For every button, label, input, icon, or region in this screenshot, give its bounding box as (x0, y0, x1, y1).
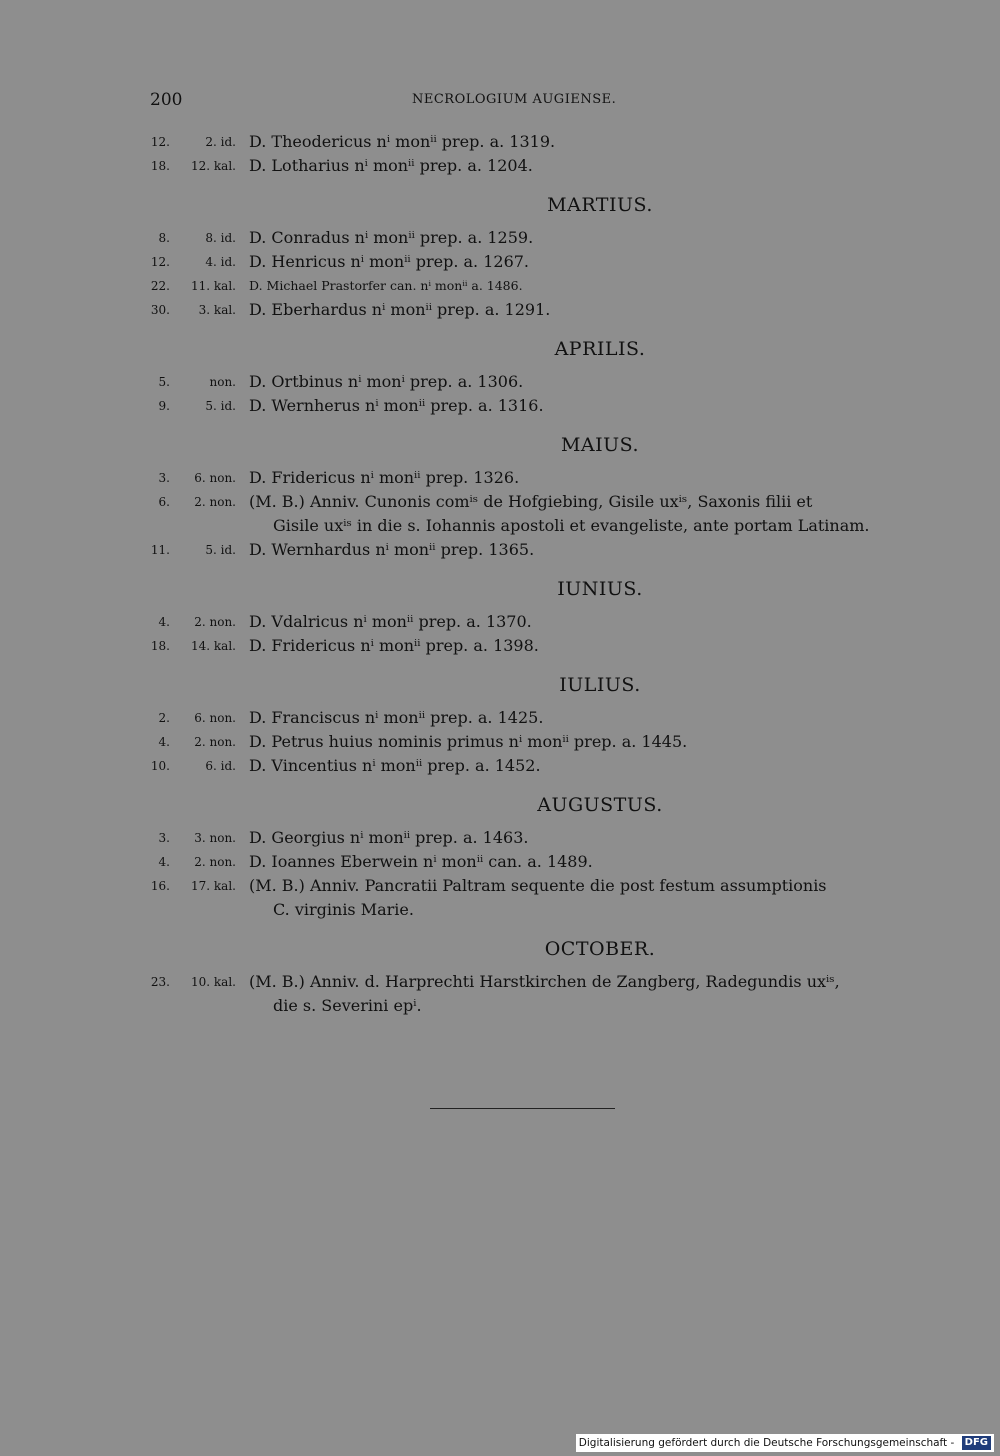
entry-day: 12. (150, 255, 170, 269)
entry-calendar-date: 6. non. (194, 711, 236, 725)
necrology-entry (0, 370, 1000, 394)
month-heading: MARTIUS. (547, 194, 653, 216)
entry-text-block (249, 394, 895, 418)
necrology-entry (0, 274, 1000, 298)
entry-day: 6. (158, 495, 170, 509)
entry-text: D. Vincentius nⁱ monⁱⁱ prep. a. 1452. (249, 756, 541, 775)
necrology-entry (0, 826, 1000, 850)
entry-text: D. Petrus huius nominis primus nⁱ monⁱⁱ prep. a. 1445. (249, 732, 688, 751)
entry-text-block (249, 634, 895, 658)
entry-text-block (249, 610, 895, 634)
necrology-entry (0, 130, 1000, 154)
entry-day: 3. (158, 831, 170, 845)
month-section (0, 130, 1000, 178)
entry-calendar-date: 3. non. (194, 831, 236, 845)
entry-day: 23. (150, 975, 170, 989)
entry-text-block (249, 730, 895, 754)
entry-calendar-date: 6. id. (205, 759, 236, 773)
entry-text: (M. B.) Anniv. Cunonis comⁱˢ de Hofgiebing, Gisile uxⁱˢ, Saxonis filii et (249, 492, 813, 511)
necrology-entry (0, 154, 1000, 178)
entry-text: D. Conradus nⁱ monⁱⁱ prep. a. 1259. (249, 228, 534, 247)
necrology-entry (0, 730, 1000, 754)
necrology-entry (0, 754, 1000, 778)
entry-text: D. Franciscus nⁱ monⁱⁱ prep. a. 1425. (249, 708, 544, 727)
entry-text: D. Vdalricus nⁱ monⁱⁱ prep. a. 1370. (249, 612, 532, 631)
entry-text-block (249, 970, 895, 1018)
entry-text-block (249, 490, 895, 538)
entry-text: D. Wernhardus nⁱ monⁱⁱ prep. 1365. (249, 540, 535, 559)
necrology-entry (0, 850, 1000, 874)
month-heading: APRILIS. (554, 338, 646, 360)
entry-day: 16. (150, 879, 170, 893)
entry-calendar-date: 5. id. (205, 399, 236, 413)
entry-text: (M. B.) Anniv. Pancratii Paltram sequente die post festum assumptionis (249, 876, 827, 895)
necrology-entry (0, 610, 1000, 634)
entry-text: D. Henricus nⁱ monⁱⁱ prep. a. 1267. (249, 252, 530, 271)
entry-text: D. Ortbinus nⁱ monⁱ prep. a. 1306. (249, 372, 524, 391)
entry-calendar-date: 4. id. (205, 255, 236, 269)
entry-day: 8. (158, 231, 170, 245)
entry-text: D. Theodericus nⁱ monⁱⁱ prep. a. 1319. (249, 132, 556, 151)
entry-day: 30. (150, 303, 170, 317)
month-section (0, 792, 1000, 922)
entry-text-block (249, 466, 895, 490)
entry-day: 11. (150, 543, 170, 557)
entry-text-continuation: die s. Severini epⁱ. (273, 996, 422, 1015)
necrology-entry (0, 226, 1000, 250)
footer-banner (576, 1434, 994, 1452)
entry-day: 9. (158, 399, 170, 413)
month-section (0, 672, 1000, 778)
necrology-entry (0, 538, 1000, 562)
dfg-logo: DFG (962, 1436, 991, 1450)
entry-text-block (249, 250, 895, 274)
running-title: NECROLOGIUM AUGIENSE. (412, 92, 617, 107)
entry-day: 4. (158, 855, 170, 869)
month-heading: AUGUSTUS. (537, 794, 663, 816)
entry-calendar-date: 17. kal. (191, 879, 236, 893)
month-heading: OCTOBER. (544, 938, 656, 960)
entry-text-continuation: Gisile uxⁱˢ in die s. Iohannis apostoli et evangeliste, ante portam Latinam. (273, 516, 870, 535)
entry-text: D. Lotharius nⁱ monⁱⁱ prep. a. 1204. (249, 156, 533, 175)
entry-calendar-date: 11. kal. (191, 279, 236, 293)
necrology-entry (0, 874, 1000, 922)
page-header (150, 90, 630, 112)
necrology-entry (0, 394, 1000, 418)
entry-calendar-date: 2. non. (194, 735, 236, 749)
month-section (0, 336, 1000, 418)
entry-text: D. Ioannes Eberwein nⁱ monⁱⁱ can. a. 1489. (249, 852, 593, 871)
necrology-entry (0, 466, 1000, 490)
entry-calendar-date: 2. non. (194, 495, 236, 509)
month-section (0, 432, 1000, 562)
entry-calendar-date: 2. non. (194, 615, 236, 629)
entry-text-block (249, 154, 895, 178)
entry-text-block (249, 298, 895, 322)
entry-text-continuation: C. virginis Marie. (273, 900, 414, 919)
entry-day: 4. (158, 615, 170, 629)
entry-calendar-date: 8. id. (205, 231, 236, 245)
entry-calendar-date: 3. kal. (198, 303, 236, 317)
entry-day: 22. (150, 279, 170, 293)
month-heading: IULIUS. (559, 674, 641, 696)
necrology-content (0, 130, 1000, 1018)
month-heading: IUNIUS. (557, 578, 643, 600)
entry-day: 18. (150, 159, 170, 173)
entry-text: (M. B.) Anniv. d. Harprechti Harstkirchen de Zangberg, Radegundis uxⁱˢ, (249, 972, 840, 991)
entry-text: D. Fridericus nⁱ monⁱⁱ prep. 1326. (249, 468, 520, 487)
month-section (0, 192, 1000, 322)
entry-day: 10. (150, 759, 170, 773)
entry-text: D. Fridericus nⁱ monⁱⁱ prep. a. 1398. (249, 636, 539, 655)
month-section (0, 576, 1000, 658)
entry-day: 3. (158, 471, 170, 485)
entry-calendar-date: 10. kal. (191, 975, 236, 989)
entry-text-block (249, 130, 895, 154)
entry-text: D. Michael Prastorfer can. nⁱ monⁱⁱ a. 1486. (249, 278, 523, 293)
entry-text-block (249, 850, 895, 874)
entry-day: 18. (150, 639, 170, 653)
entry-calendar-date: 12. kal. (191, 159, 236, 173)
entry-text-block (249, 538, 895, 562)
necrology-entry (0, 490, 1000, 538)
entry-calendar-date: 14. kal. (191, 639, 236, 653)
entry-calendar-date: 2. non. (194, 855, 236, 869)
entry-calendar-date: 6. non. (194, 471, 236, 485)
entry-day: 4. (158, 735, 170, 749)
page-number: 200 (150, 90, 183, 110)
necrology-entry (0, 298, 1000, 322)
month-heading: MAIUS. (560, 434, 640, 456)
entry-text-block (249, 874, 895, 922)
entry-day: 12. (150, 135, 170, 149)
entry-day: 2. (158, 711, 170, 725)
end-rule (430, 1108, 615, 1110)
entry-text-block (249, 370, 895, 394)
entry-text: D. Georgius nⁱ monⁱⁱ prep. a. 1463. (249, 828, 529, 847)
entry-calendar-date: 2. id. (205, 135, 236, 149)
entry-text: D. Wernherus nⁱ monⁱⁱ prep. a. 1316. (249, 396, 544, 415)
month-section (0, 936, 1000, 1018)
necrology-entry (0, 706, 1000, 730)
entry-text-block (249, 826, 895, 850)
entry-day: 5. (158, 375, 170, 389)
entry-text: D. Eberhardus nⁱ monⁱⁱ prep. a. 1291. (249, 300, 551, 319)
entry-text-block (249, 226, 895, 250)
entry-calendar-date: non. (209, 375, 236, 389)
footer-text: Digitalisierung gefördert durch die Deutsche Forschungsgemeinschaft - (578, 1437, 955, 1449)
necrology-entry (0, 970, 1000, 1018)
necrology-entry (0, 250, 1000, 274)
necrology-entry (0, 634, 1000, 658)
entry-text-block (249, 754, 895, 778)
entry-calendar-date: 5. id. (205, 543, 236, 557)
entry-text-block (249, 274, 895, 298)
entry-text-block (249, 706, 895, 730)
